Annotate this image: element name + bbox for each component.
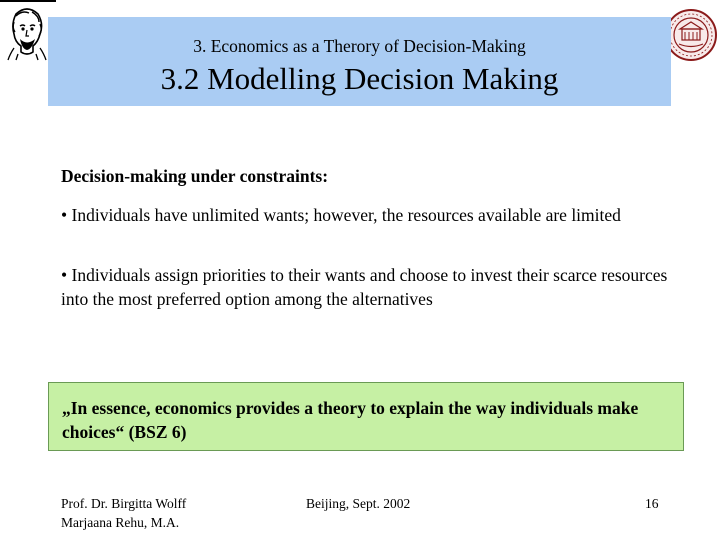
slide-subtitle: 3. Economics as a Therory of Decision-Making — [193, 36, 526, 56]
footer-author — [61, 494, 186, 532]
portrait-logo-icon — [2, 4, 52, 62]
bullet-item: • Individuals have unlimited wants; however, the resources available are limited — [61, 205, 621, 225]
slide-title: 3.2 Modelling Decision Making — [160, 61, 559, 96]
quote-box — [48, 382, 684, 451]
quote-text: „In essence, economics provides a theory to explain the way individuals make choices“ (BSZ 6) — [62, 398, 639, 442]
title-bar — [48, 17, 671, 106]
page-number: 16 — [645, 496, 659, 511]
footer-place-date: Beijing, Sept. 2002 — [306, 496, 411, 511]
footer-author-line: Prof. Dr. Birgitta Wolff — [61, 496, 187, 511]
content-heading: Decision-making under constraints: — [61, 166, 329, 186]
corner-rule — [0, 0, 56, 2]
university-seal-icon — [664, 8, 718, 62]
bullet-item: • Individuals assign priorities to their wants and choose to invest their scarce resources into the most preferred option among the alternatives — [61, 265, 668, 309]
footer-author-line: Marjaana Rehu, M.A. — [61, 515, 180, 530]
